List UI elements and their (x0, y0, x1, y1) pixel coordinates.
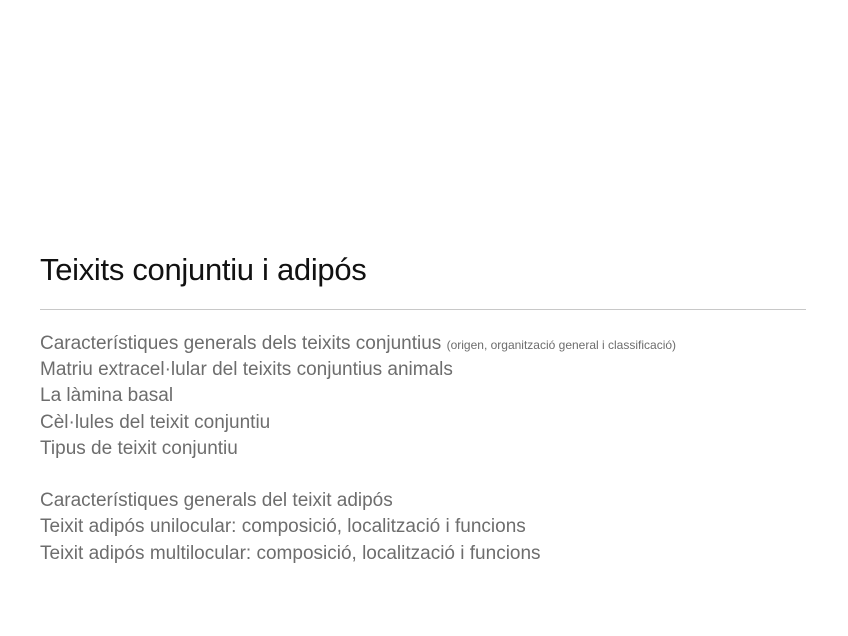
slide-title: Teixits conjuntiu i adipós (40, 252, 367, 287)
section-gap (40, 462, 830, 488)
list-item: La làmina basal (40, 385, 174, 407)
list-item: Matriu extracel·lular del teixits conjuntius animals (40, 359, 453, 381)
list-item-note: (origen, organització general i classificació) (446, 338, 677, 352)
title-divider (40, 309, 806, 310)
slide-content (40, 331, 830, 567)
list-item-text: Característiques generals dels teixits conjuntius (40, 333, 442, 354)
list-item: Teixit adipós multilocular: composició, localització i funcions (40, 542, 541, 564)
list-item: Característiques generals del teixit adipós (40, 490, 393, 512)
list-item (40, 331, 830, 357)
list-item: Teixit adipós unilocular: composició, localització i funcions (40, 516, 526, 538)
list-item: Cèl·lules del teixit conjuntiu (40, 411, 271, 433)
list-item: Tipus de teixit conjuntiu (40, 437, 238, 459)
